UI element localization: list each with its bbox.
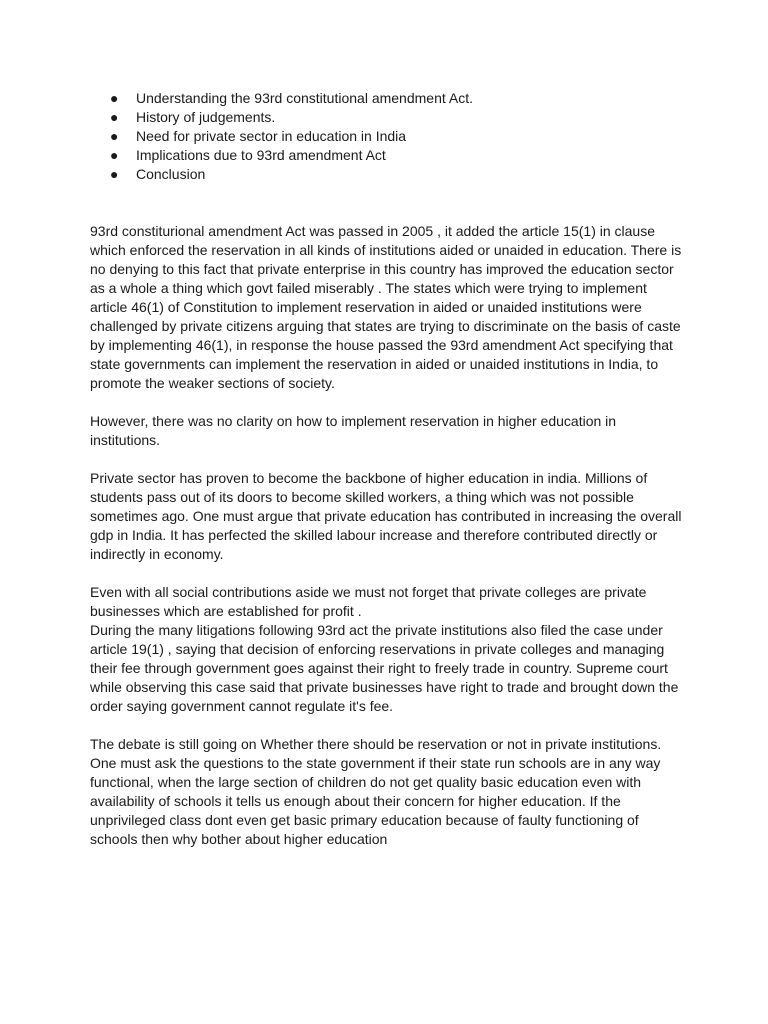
body-text <box>90 222 690 849</box>
outline-item-text: Need for private sector in education in India <box>136 128 407 144</box>
paragraph-clarity: However, there was no clarity on how to implement reservation in higher education in institutions. <box>90 413 617 448</box>
paragraph-private-sector: Private sector has proven to become the backbone of higher education in india. Millions of students pass out of its doors to become skilled workers, a thing which was not possible sometimes ago. One must argue that private education has contributed in increasing the overall gdp in India. It has perfected the skilled labour increase and therefore contributed directly or indirectly in economy. <box>90 470 682 562</box>
paragraph-debate: The debate is still going on Whether there should be reservation or not in private institutions. One must ask the questions to the state government if their state run schools are in any way functional, when the large section of children do not get quality basic education even with availability of schools it tells us enough about their concern for higher education. If the unprivileged class dont even get basic primary education because of faulty functioning of schools then why bother about higher education <box>90 736 662 847</box>
outline-item <box>90 146 690 165</box>
paragraph-litigations: During the many litigations following 93rd act the private institutions also filed the case under article 19(1) , saying that decision of enforcing reservations in private colleges and managing their fee through government goes against their right to freely trade in country. Supreme court while observing this case said that private businesses have right to trade and brought down the order saying government cannot regulate it's fee. <box>90 622 679 714</box>
outline-item-text: History of judgements. <box>136 109 276 125</box>
outline-item <box>90 89 690 108</box>
outline-item <box>90 108 690 127</box>
paragraph-amendment-intro: 93rd constiturional amendment Act was passed in 2005 , it added the article 15(1) in clause which enforced the reservation in all kinds of institutions aided or unaided in education. There is no denying to this fact that private enterprise in this country has improved the education sector as a whole a thing which govt failed miserably . The states which were trying to implement article 46(1) of Constitution to implement reservation in aided or unaided institutions were challenged by private citizens arguing that states are trying to discriminate on the basis of caste by implementing 46(1), in response the house passed the 93rd amendment Act specifying that state governments can implement the reservation in aided or unaided institutions in India, to promote the weaker sections of society. <box>90 223 682 391</box>
outline-item-text: Implications due to 93rd amendment Act <box>136 147 386 163</box>
outline-item <box>90 127 690 146</box>
bullet-icon: ● <box>110 109 119 125</box>
bullet-icon: ● <box>110 128 119 144</box>
bullet-icon: ● <box>110 166 119 182</box>
document-page <box>90 89 690 868</box>
paragraph-profit: Even with all social contributions aside we must not forget that private colleges are private businesses which are established for profit . <box>90 584 647 619</box>
bullet-icon: ● <box>110 147 119 163</box>
bullet-icon: ● <box>110 90 119 106</box>
outline-item <box>90 165 690 184</box>
outline-item-text: Understanding the 93rd constitutional amendment Act. <box>136 90 473 106</box>
outline-list <box>90 89 690 184</box>
outline-item-text: Conclusion <box>136 166 206 182</box>
